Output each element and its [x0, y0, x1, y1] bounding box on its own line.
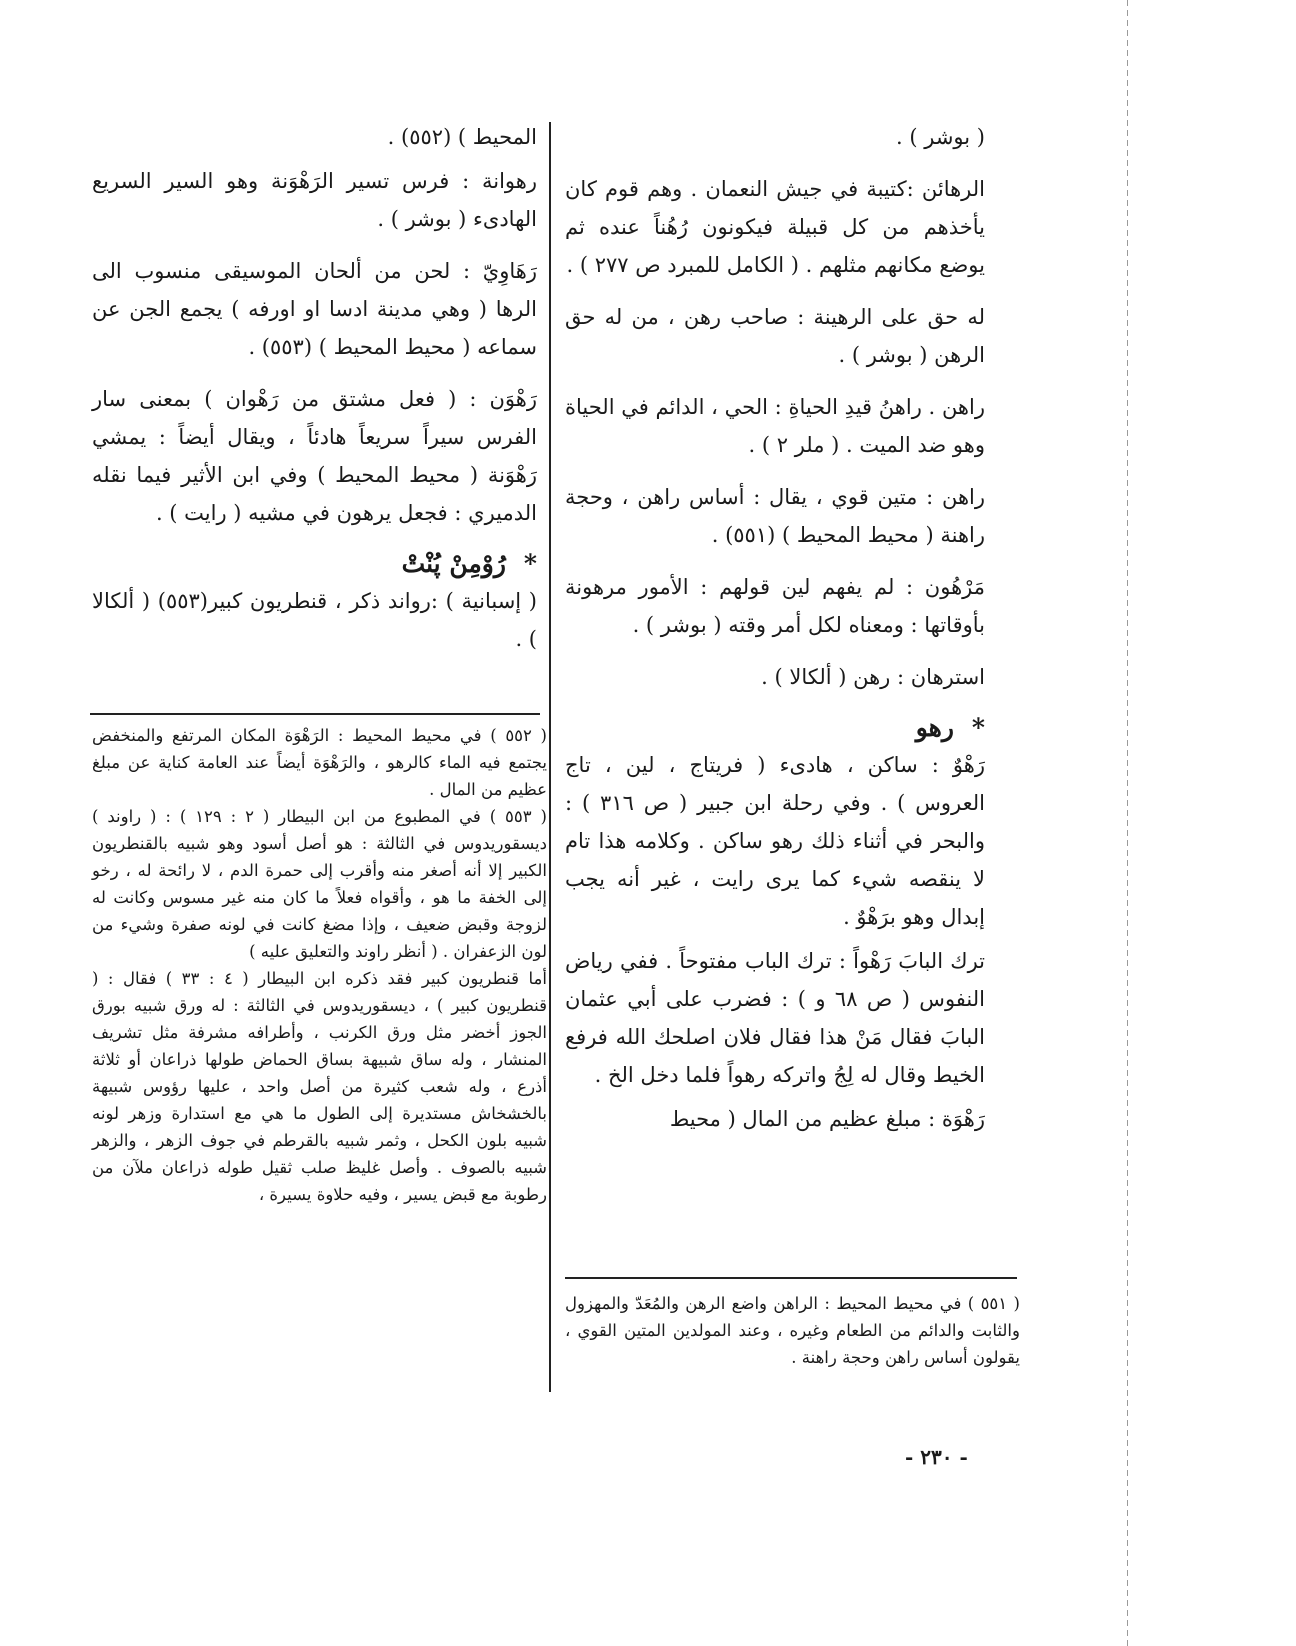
entry-heading — [565, 710, 985, 746]
footnote: ( ٥٥٢ ) في محيط المحيط : الرَهْوَة المكان المرتفع والمنخفض يجتمع فيه الماء كالرهو ، والرَهْوَة أيضاً عند العامة كناية عن مبلغ عظيم من المال . — [92, 726, 547, 799]
paragraph: مَرْهُون : لم يفهم لين قولهم : الأمور مرهونة بأوقاتها : ومعناه لكل أمر وقته ( بوشر ) . — [565, 575, 985, 637]
paragraph: رَهْوَن : ( فعل مشتق من رَهْوان ) بمعنى سار الفرس سيراً سريعاً هادئاً ، ويقال أيضاً : يمشي رَهْوَنة ( محيط المحيط ) وفي ابن الأثير فيما نقله الدميري : فجعل يرهون في مشيه ( رايت ) . — [92, 387, 537, 525]
footnote: ( ٥٥٣ ) في المطبوع من ابن البيطار ( ٢ : ١٢٩ ) : ( راوند ) ديسقوريدوس في الثالثة : هو أصل أسود وهو شبيه بالقنطريون الكبير إلا أنه أصغر منه وأقرب إلى حمرة الدم ، لا رائحة له ، رخو إلى الخفة ما هو ، وأقواه فعلاً ما كان منه غير مسوس وكانت له لزوجة وقبض ضعيف ، وإذا مضغ كانت في لونه صفرة وشيء من لون الزعفران . ( أنظر راوند والتعليق عليه ) — [92, 807, 547, 961]
paragraph: راهن . راهنُ قيدِ الحياةِ : الحي ، الدائم في الحياة وهو ضد الميت . ( ملر ٢ ) . — [565, 395, 985, 457]
footnotes-left — [92, 722, 547, 1208]
paragraph: له حق على الرهينة : صاحب رهن ، من له حق الرهن ( بوشر ) . — [565, 305, 985, 367]
asterisk-icon: * — [971, 713, 985, 742]
paragraph: راهن : متين قوي ، يقال : أساس راهن ، وحجة راهنة ( محيط المحيط ) (٥٥١) . — [565, 485, 985, 547]
footnote: ( ٥٥١ ) في محيط المحيط : الراهن واضع الرهن والمُعَدّ والمهزول والثابت والدائم من الطعام وغيره ، وعند المولدين المتين القوي ، يقولون أساس راهن وحجة راهنة . — [565, 1294, 1020, 1367]
footnotes-right — [565, 1290, 1020, 1371]
entry-title: رهو — [915, 713, 954, 742]
paragraph: رهوانة : فرس تسير الرَهْوَنة وهو السير السريع الهادىء ( بوشر ) . — [92, 169, 537, 231]
paragraph: رَهَاوِيّ : لحن من ألحان الموسيقى منسوب الى الرها ( وهي مدينة ادسا او اورفه ) يجمع الجن عن سماعه ( محيط المحيط ) (٥٥٣) . — [92, 259, 537, 359]
paragraph: المحيط ) (٥٥٢) . — [387, 125, 537, 149]
paragraph: الرهائن :كتيبة في جيش النعمان . وهم قوم كان يأخذهم من كل قبيلة فيكونون رُهُناً عنده ثم يوضع مكانهم مثلهم . ( الكامل للمبرد ص ٢٧٧ ) . — [565, 177, 985, 277]
paragraph: ترك البابَ رَهْواً : ترك الباب مفتوحاً . ففي رياض النفوس ( ص ٦٨ و ) : فضرب على أبي عثمان البابَ فقال مَنْ هذا فقال فلان اصلحك الله فرفع الخيط وقال له لِجُ واتركه رهواً فلما دخل الخ . — [565, 949, 985, 1087]
footnote: أما قنطريون كبير فقد ذكره ابن البيطار ( ٤ : ٣٣ ) فقال : ( قنطريون كبير ) ، ديسقوريدوس في الثالثة : له ورق شبيه بورق الجوز أخضر مثل ورق الكرنب ، وأطرافه مشرفة مثل تشريف المنشار ، وله ساق شبيهة بساق الحماض طولها ذراعان أو ثلاثة أذرع ، وله شعب كثيرة من أصل واحد ، عليها رؤوس شبيهة بالخشخاش مستديرة إلى الطول ما هي مع استدارة وزهر لونه شبيه بلون الكحل ، وثمر شبيه بالقرطم في جوف الزهر ، والزهر شبيه بالصوف . وأصل غليظ صلب ثقيل طوله ذراعان ملآن من رطوبة مع قبض يسير ، وفيه حلاوة يسيرة ، — [92, 969, 547, 1204]
scan-edge — [1127, 0, 1128, 1646]
paragraph: ( بوشر ) . — [896, 125, 985, 149]
paragraph: استرهان : رهن ( ألكالا ) . — [761, 665, 985, 689]
left-column — [92, 118, 537, 672]
footnote-rule-right — [565, 1277, 1017, 1279]
entry-heading — [92, 546, 537, 582]
paragraph: ( إسبانية ) :رواند ذكر ، قنطريون كبير(٥٥٣) ( ألكالا ) . — [92, 589, 537, 651]
right-column — [565, 118, 985, 1144]
asterisk-icon: * — [523, 549, 537, 578]
paragraph: رَهْوَة : مبلغ عظيم من المال ( محيط — [669, 1107, 985, 1131]
page-number: - ٢٣٠ - — [905, 1445, 968, 1469]
column-divider — [549, 122, 551, 1392]
paragraph: رَهْوٌ : ساكن ، هادىء ( فريتاج ، لين ، تاج العروس ) . وفي رحلة ابن جبير ( ص ٣١٦ ) : والبحر في أثناء ذلك رهو ساكن . وكلامه هذا تام لا ينقصه شيء كما يرى رايت ، غير أنه يجب إبدال وهو برَهْوٌ . — [565, 753, 985, 929]
footnote-rule-left — [90, 713, 540, 715]
entry-title: رُوْمِنْ پُنْتْ — [401, 549, 506, 578]
